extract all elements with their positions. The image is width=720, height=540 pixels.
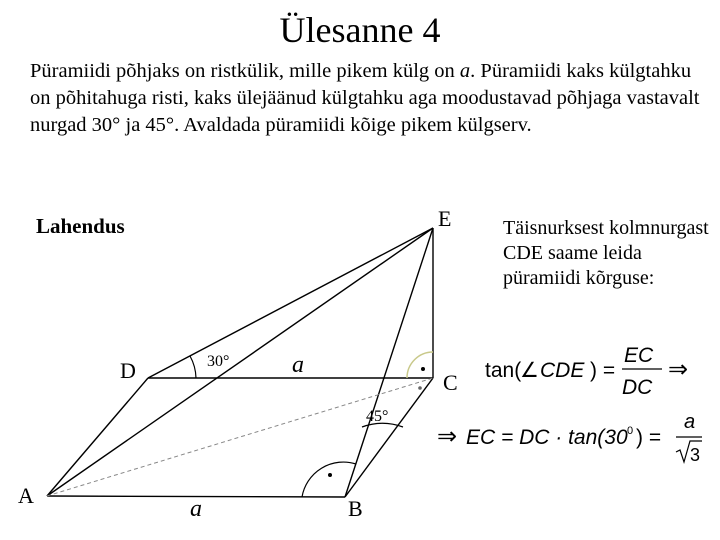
- vertex-label-E: E: [438, 206, 452, 231]
- right-angle-mark-B: [302, 462, 356, 497]
- problem-text-1: Püramiidi põhjaks on ristkülik, mille pikem külg on: [30, 60, 460, 82]
- segment-label-AB: a: [190, 496, 202, 522]
- formula1-numerator: EC: [624, 344, 654, 367]
- formula-ec: [437, 411, 702, 465]
- vertex-label-D: D: [120, 358, 136, 383]
- slide-title: Ülesanne 4: [279, 10, 441, 50]
- vertex-label-C: C: [443, 370, 458, 395]
- formula2-denominator: 3: [690, 445, 701, 465]
- formula-tan-cde: [485, 344, 688, 399]
- right-angle-dot-C: [421, 367, 425, 371]
- angle-label-B: 45°: [366, 408, 389, 425]
- vertex-label-A: A: [18, 483, 34, 508]
- formula2-rhs-close: ) =: [636, 426, 662, 449]
- formula1-func: tan(: [485, 359, 522, 382]
- problem-variable: a: [459, 60, 471, 82]
- angle-arc-D: [190, 356, 196, 378]
- edge-BE: [345, 228, 433, 497]
- edge-CB: [345, 378, 433, 497]
- hidden-edge-AC: [47, 378, 433, 496]
- formula1-angle-name: CDE: [540, 359, 585, 382]
- formula1-denominator: DC: [622, 376, 653, 399]
- edge-DE: [148, 228, 433, 378]
- solution-label: Lahendus: [36, 214, 125, 238]
- right-angle-dot-C-base: [418, 386, 422, 390]
- side-note: Täisnurksest kolmnurgast CDE saame leida püramiidi kõrguse:: [503, 217, 709, 289]
- formula2-lhs: EC = DC · tan(30: [466, 426, 628, 449]
- formula1-close: ) =: [590, 359, 616, 382]
- formula1-angle-symbol: ∠: [520, 359, 539, 382]
- right-angle-mark-C: [407, 352, 433, 378]
- segment-label-DC: a: [292, 352, 304, 378]
- formula2-implies: ⇒: [437, 423, 458, 450]
- formula2-numerator: a: [684, 411, 696, 433]
- formula1-implies: ⇒: [668, 356, 689, 383]
- vertex-label-B: B: [348, 496, 363, 521]
- formula2-degree: 0: [627, 425, 634, 437]
- problem-text-2: . Püramiidi kaks külgtahku on põhitahuga risti, kaks ülejäänud külgtahku aga moodustavad põhjaga vastavalt nurgad 30° ja 45°. Avaldada püramiidi kõige pikem külgserv.: [30, 60, 700, 136]
- right-angle-dot-B: [328, 473, 332, 477]
- angle-label-D: 30°: [207, 353, 230, 370]
